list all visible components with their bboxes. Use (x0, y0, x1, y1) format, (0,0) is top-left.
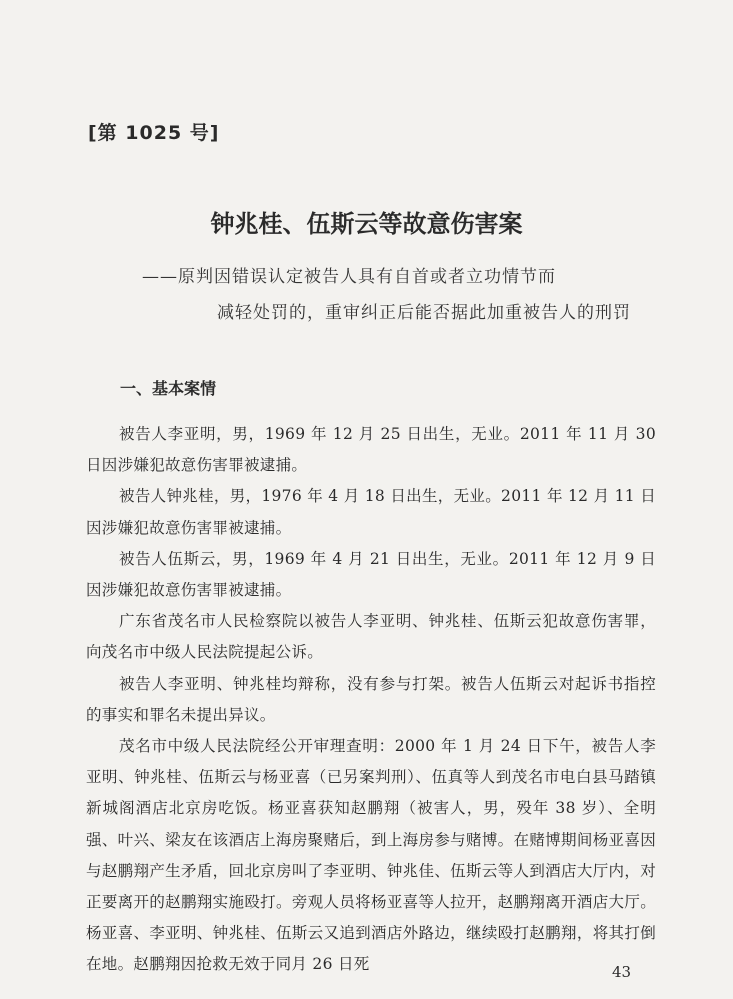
section-heading: 一、基本案情 (120, 379, 217, 398)
subtitle-line-2: 减轻处罚的，重审纠正后能否据此加重被告人的刑罚 (217, 303, 631, 323)
case-number: [第 1025 号] (88, 122, 220, 144)
paragraph: 广东省茂名市人民检察院以被告人李亚明、钟兆桂、伍斯云犯故意伤害罪，向茂名市中级人民法院提起公诉。 (86, 612, 656, 662)
body-text (86, 419, 656, 981)
paragraph: 被告人钟兆桂，男，1976 年 4 月 18 日出生，无业。2011 年 12 月 11 日因涉嫌犯故意伤害罪被逮捕。 (86, 487, 656, 537)
page-number: 43 (612, 963, 632, 981)
case-title: 钟兆桂、伍斯云等故意伤害案 (210, 210, 523, 238)
paragraph: 被告人李亚明、钟兆桂均辩称，没有参与打架。被告人伍斯云对起诉书指控的事实和罪名未提出异议。 (86, 674, 656, 724)
paragraph: 被告人伍斯云，男，1969 年 4 月 21 日出生，无业。2011 年 12 月 9 日因涉嫌犯故意伤害罪被逮捕。 (86, 549, 656, 600)
paragraph: 茂名市中级人民法院经公开审理查明：2000 年 1 月 24 日下午，被告人李亚明、钟兆桂、伍斯云与杨亚喜（已另案判刑）、伍真等人到茂名市电白县马踏镇新城阁酒店北京房吃饭。杨亚喜获知赵鹏翔（被害人，男，殁年 38 岁）、全明强、叶兴、梁友在该酒店上海房聚赌后，到上海房参与赌博。在赌博期间杨亚喜因与赵鹏翔产生矛盾，回北京房叫了李亚明、钟兆佳、伍斯云等人到酒店大厅内，对正要离开的赵鹏翔实施殴打。旁观人员将杨亚喜等人拉开，赵鹏翔离开酒店大厅。杨亚喜、李亚明、钟兆桂、伍斯云又追到酒店外路边，继续殴打赵鹏翔，将其打倒在地。赵鹏翔因抢救无效于同月 26 日死 (86, 737, 656, 974)
paragraph: 被告人李亚明，男，1969 年 12 月 25 日出生，无业。2011 年 11 月 30 日因涉嫌犯故意伤害罪被逮捕。 (86, 425, 656, 475)
subtitle-line-1: ——原判因错误认定被告人具有自首或者立功情节而 (142, 267, 556, 287)
